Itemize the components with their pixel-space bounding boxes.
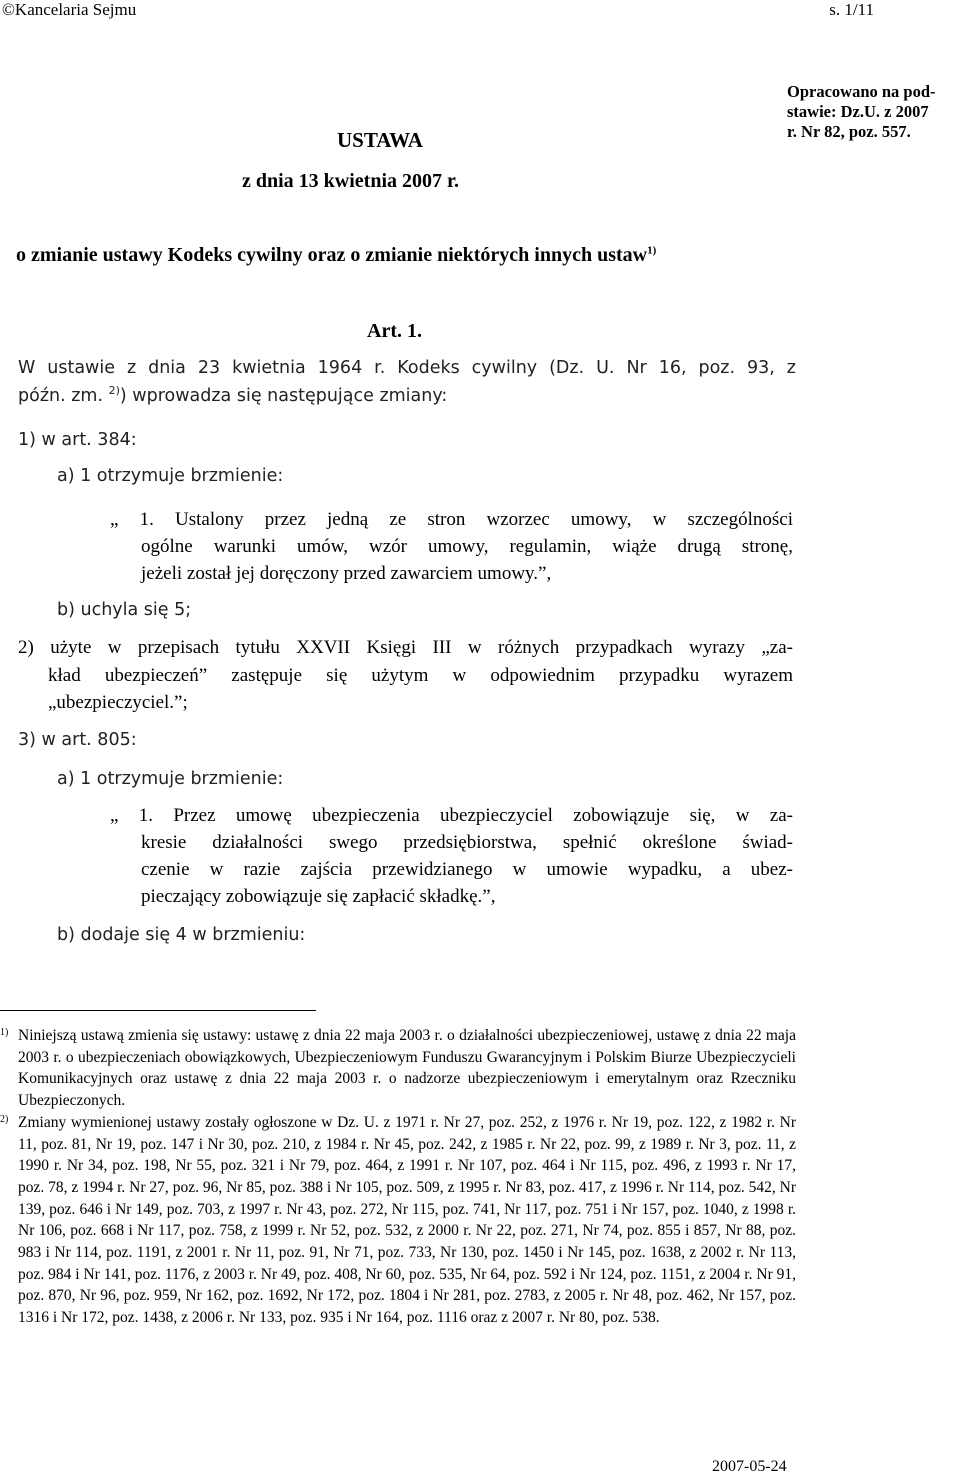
quote-384-line1: „ 1. Ustalony przez jedną ze stron wzorzec umowy, w szczególności <box>110 509 793 530</box>
footnote-text: Niniejszą ustawą zmienia się ustawy: ustawę z dnia 22 maja 2003 r. o działalności ubezpieczeniowej, ustawę z dnia 22 maja 2003 r. o ubezpieczeniach obowiązkowych, Ubezpieczeniowym Funduszu Gwarancyjnym i Polskim Biurze Ubezpieczycieli Komunikacyjnych oraz ustawę z dnia 22 maja 2003 r. o nadzorze ubezpieczeniowym i emerytalnym oraz Rzeczniku Ubezpieczonych. <box>18 1027 796 1110</box>
footnote-ref[interactable]: 2) <box>108 384 120 398</box>
footnote-separator <box>0 1010 316 1011</box>
art1-intro-line2 <box>18 386 447 406</box>
act-title: USTAWA <box>337 128 423 152</box>
footnote-ref[interactable]: 1) <box>647 244 657 257</box>
quote-384-line3: jeżeli został jej doręczony przed zawarciem umowy.”, <box>141 563 552 584</box>
footnote-text: Zmiany wymienionej ustawy zostały ogłoszone w Dz. U. z 1971 r. Nr 27, poz. 252, z 1976 r. Nr 19, poz. 122, z 1982 r. Nr 11, poz. 81, Nr 19, poz. 147 i Nr 30, poz. 210, z 1984 r. Nr 45, poz. 242, z 1985 r. Nr 22, poz. 99, z 1989 r. Nr 3, poz. 11, z 1990 r. Nr 34, poz. 198, Nr 55, poz. 321 i Nr 79, poz. 464, z 1991 r. Nr 107, poz. 464 i Nr 115, poz. 496, z 1993 r. Nr 17, poz. 78, z 1994 r. Nr 27, poz. 96, Nr 85, poz. 388 i Nr 105, poz. 509, z 1995 r. Nr 83, poz. 417, z 1996 r. Nr 114, poz. 542, Nr 139, poz. 646 i Nr 149, poz. 703, z 1997 r. Nr 43, poz. 272, Nr 115, poz. 741, Nr 117, poz. 751 i Nr 157, poz. 1040, z 1998 r. Nr 106, poz. 668 i Nr 117, poz. 758, z 1999 r. Nr 52, poz. 532, z 2000 r. Nr 22, poz. 271, Nr 74, poz. 855 i 857, Nr 88, poz. 983 i Nr 114, poz. 1191, z 2001 r. Nr 11, poz. 91, Nr 71, poz. 733, Nr 130, poz. 1450 i Nr 145, poz. 1638, z 2002 r. Nr 113, poz. 984 i Nr 141, poz. 1176, z 2003 r. Nr 49, poz. 408, Nr 60, poz. 535, Nr 64, poz. 592 i Nr 124, poz. 1151, z 2004 r. Nr 91, poz. 870, Nr 96, poz. 959, Nr 162, poz. 1692, Nr 172, poz. 1804 i Nr 281, poz. 2783, z 2005 r. Nr 48, poz. 462, Nr 157, poz. 1316 i Nr 172, poz. 1438, z 2006 r. Nr 133, poz. 935 i Nr 164, poz. 1116 oraz z 2007 r. Nr 80, poz. 538. <box>18 1113 796 1327</box>
footnote-1: 1) Niniejszą ustawą zmienia się ustawy: ustawę z dnia 22 maja 2003 r. o działalności ubezpieczeniowej, ustawę z dnia 22 maja 2003 r. o ubezpieczeniach obowiązkowych, Ubezpieczeniowym Funduszu Gwarancyjnym i Polskim Biurze Ubezpieczycieli Komunikacyjnych oraz ustawę z dnia 22 maja 2003 r. o nadzorze ubezpieczeniowym i emerytalnym oraz Rzeczniku Ubezpieczonych. <box>0 1025 796 1112</box>
art1-intro-text: późn. zm. <box>18 386 104 406</box>
act-subject-text: o zmianie ustawy Kodeks cywilny oraz o zmianie niektórych innych ustaw <box>16 244 648 266</box>
footnote-2: 2) Zmiany wymienionej ustawy zostały ogłoszone w Dz. U. z 1971 r. Nr 27, poz. 252, z 1976 r. Nr 19, poz. 122, z 1982 r. Nr 11, poz. 81, Nr 19, poz. 147 i Nr 30, poz. 210, z 1984 r. Nr 45, poz. 242, z 1985 r. Nr 22, poz. 99, z 1989 r. Nr 3, poz. 11, z 1990 r. Nr 34, poz. 198, Nr 55, poz. 321 i Nr 79, poz. 464, z 1991 r. Nr 107, poz. 464 i Nr 115, poz. 496, z 1993 r. Nr 17, poz. 78, z 1994 r. Nr 27, poz. 96, Nr 85, poz. 388 i Nr 105, poz. 509, z 1995 r. Nr 83, poz. 417, z 1996 r. Nr 114, poz. 542, Nr 139, poz. 646 i Nr 149, poz. 703, z 1997 r. Nr 43, poz. 272, Nr 115, poz. 741, Nr 117, poz. 751 i Nr 157, poz. 1040, z 1998 r. Nr 106, poz. 668 i Nr 117, poz. 758, z 1999 r. Nr 52, poz. 532, z 2000 r. Nr 22, poz. 271, Nr 74, poz. 855 i 857, Nr 88, poz. 983 i Nr 114, poz. 1191, z 2001 r. Nr 11, poz. 91, Nr 71, poz. 733, Nr 130, poz. 1450 i Nr 145, poz. 1638, z 2002 r. Nr 113, poz. 984 i Nr 141, poz. 1176, z 2003 r. Nr 49, poz. 408, Nr 60, poz. 535, Nr 64, poz. 592 i Nr 124, poz. 1151, z 2004 r. Nr 91, poz. 870, Nr 96, poz. 959, Nr 162, poz. 1692, Nr 172, poz. 1804 i Nr 281, poz. 2783, z 2005 r. Nr 48, poz. 462, Nr 157, poz. 1316 i Nr 172, poz. 1438, z 2006 r. Nr 133, poz. 935 i Nr 164, poz. 1116 oraz z 2007 r. Nr 80, poz. 538. <box>0 1112 796 1329</box>
source-note-line: stawie: Dz.U. z 2007 <box>787 102 929 121</box>
point-1a: a) 1 otrzymuje brzmienie: <box>57 466 284 486</box>
source-note-line: r. Nr 82, poz. 557. <box>787 122 911 141</box>
act-date: z dnia 13 kwietnia 2007 r. <box>242 170 460 192</box>
quote-805-line4: pieczający zobowiązuje się zapłacić składkę.”, <box>141 886 496 907</box>
quote-384-line2: ogólne warunki umów, wzór umowy, regulamin, wiąże drugą stronę, <box>141 536 793 557</box>
act-subject <box>16 244 656 267</box>
page-number: s. 1/11 <box>829 0 874 19</box>
point-1b: b) uchyla się 5; <box>57 600 192 620</box>
footnotes <box>0 1025 796 1329</box>
quote-805-line3: czenie w razie zajścia przewidzianego w umowie wypadku, a ubez- <box>141 859 793 880</box>
point-3: 3) w art. 805: <box>18 730 137 750</box>
point-1: 1) w art. 384: <box>18 430 137 450</box>
source-note-line: Opracowano na pod- <box>787 82 936 101</box>
point-2-line1: 2) użyte w przepisach tytułu XXVII Księgi III w różnych przypadkach wyrazy „za- <box>18 637 793 658</box>
point-3a: a) 1 otrzymuje brzmienie: <box>57 769 284 789</box>
art1-intro-text: ) wprowadza się następujące zmiany: <box>119 386 448 406</box>
quote-805-line2: kresie działalności swego przedsiębiorstwa, spełnić określone świad- <box>141 832 793 853</box>
footer-date: 2007-05-24 <box>712 1458 787 1475</box>
point-2-line3: „ubezpieczyciel.”; <box>48 692 188 713</box>
art1-intro-line1: W ustawie z dnia 23 kwietnia 1964 r. Kodeks cywilny (Dz. U. Nr 16, poz. 93, z <box>18 358 796 378</box>
source-note <box>787 82 936 142</box>
quote-805-line1: „ 1. Przez umowę ubezpieczenia ubezpieczyciel zobowiązuje się, w za- <box>110 805 793 826</box>
point-3b: b) dodaje się 4 w brzmieniu: <box>57 925 306 945</box>
point-2-line2: kład ubezpieczeń” zastępuje się użytym w odpowiednim przypadku wyrazem <box>48 665 793 686</box>
article-heading: Art. 1. <box>367 320 422 342</box>
header-source: ©Kancelaria Sejmu <box>2 0 137 19</box>
